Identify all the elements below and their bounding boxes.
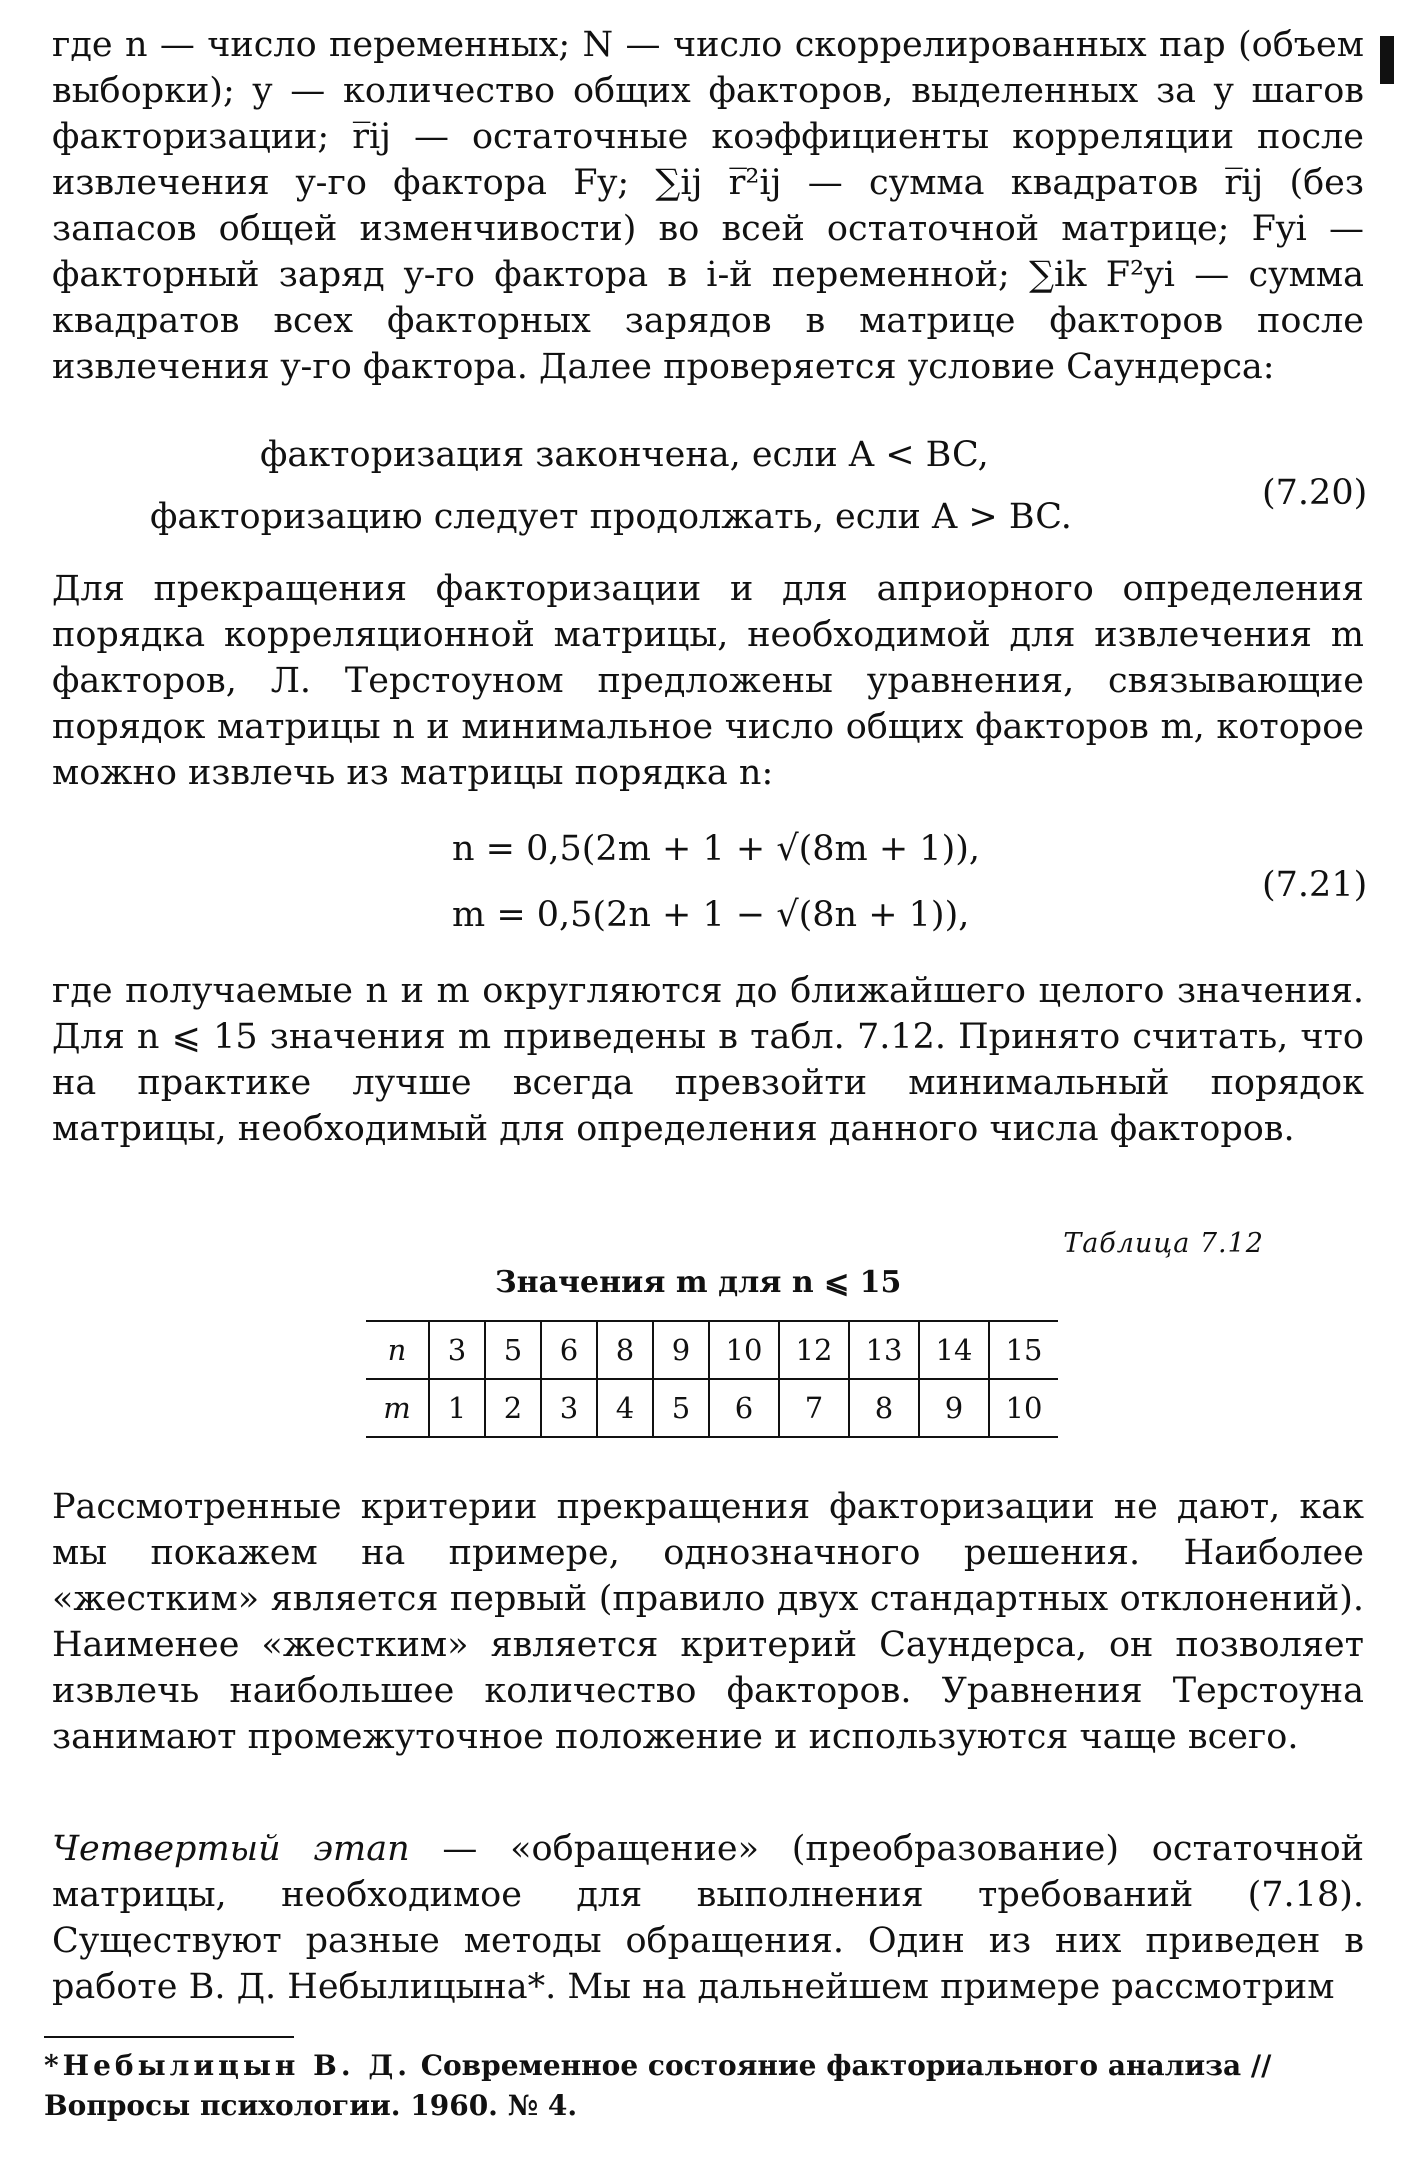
n-cell: 8 xyxy=(597,1321,653,1379)
m-cell: 3 xyxy=(541,1379,597,1437)
m-cell: 8 xyxy=(849,1379,919,1437)
footnote-author: *Небылицын В. Д. xyxy=(44,2049,411,2082)
paragraph-criteria: Рассмотренные критерии прекращения факторизации не дают, как мы покажем на примере, однозначного решения. Наиболее «жестким» является первый (правило двух стандартных отклонений). Наименее «жестким» является критерий Саундерса, он позволяет извлечь наибольшее количество факторов. Уравнения Терстоуна занимают промежуточное положение и используются чаще всего. xyxy=(52,1487,1364,1757)
m-cell: 7 xyxy=(779,1379,849,1437)
values-table xyxy=(366,1320,1058,1438)
paragraph-fourth-stage xyxy=(52,1826,1364,2010)
table-row-m xyxy=(366,1379,1058,1437)
n-cell: 5 xyxy=(485,1321,541,1379)
n-cell: 15 xyxy=(989,1321,1058,1379)
fourth-stage-lead: Четвертый этап xyxy=(52,1829,410,1869)
equation-7-21-line1: n = 0,5(2m + 1 + √(8m + 1)), xyxy=(452,829,981,869)
footnote-divider xyxy=(44,2036,294,2038)
n-cell: 6 xyxy=(541,1321,597,1379)
table-caption: Таблица 7.12 xyxy=(1063,1228,1264,1259)
equation-7-20-line1: факторизация закончена, если A < BC, xyxy=(260,435,989,475)
row-n-label: n xyxy=(366,1321,429,1379)
n-cell: 10 xyxy=(709,1321,779,1379)
table-row-n xyxy=(366,1321,1058,1379)
footnote-text: Современное состояние факториального анализа // Вопросы психологии. 1960. № 4. xyxy=(44,2049,1272,2122)
equation-7-21-line2: m = 0,5(2n + 1 − √(8n + 1)), xyxy=(452,895,970,935)
m-cell: 4 xyxy=(597,1379,653,1437)
n-cell: 12 xyxy=(779,1321,849,1379)
m-cell: 2 xyxy=(485,1379,541,1437)
paragraph-thurstone: Для прекращения факторизации и для априорного определения порядка корреляционной матрицы, необходимой для извлечения m факторов, Л. Терстоуном предложены уравнения, связывающие порядок матрицы n и минимальное число общих факторов m, которое можно извлечь из матрицы порядка n: xyxy=(52,569,1364,793)
equation-7-20-line2: факторизацию следует продолжать, если A > BC. xyxy=(150,497,1072,537)
n-cell: 3 xyxy=(429,1321,485,1379)
m-cell: 6 xyxy=(709,1379,779,1437)
fourth-stage-text: — «обращение» (преобразование) остаточной матрицы, необходимое для выполнения требований (7.18). Существуют разные методы обращения. Один из них приведен в работе В. Д. Небылицына*. Мы на дальнейшем примере рассмотрим xyxy=(52,1829,1364,2007)
table-title: Значения m для n ⩽ 15 xyxy=(495,1265,902,1300)
m-cell: 9 xyxy=(919,1379,989,1437)
m-cell: 1 xyxy=(429,1379,485,1437)
page-edge-mark xyxy=(1380,36,1394,84)
footnote xyxy=(44,2046,1364,2126)
m-cell: 10 xyxy=(989,1379,1058,1437)
m-cell: 5 xyxy=(653,1379,709,1437)
n-cell: 13 xyxy=(849,1321,919,1379)
n-cell: 9 xyxy=(653,1321,709,1379)
equation-7-21-number: (7.21) xyxy=(1262,865,1368,905)
row-m-label: m xyxy=(366,1379,429,1437)
n-cell: 14 xyxy=(919,1321,989,1379)
equation-7-20-number: (7.20) xyxy=(1262,473,1368,513)
paragraph-rounding: где получаемые n и m округляются до ближайшего целого значения. Для n ⩽ 15 значения m приведены в табл. 7.12. Принято считать, что на практике лучше всегда превзойти минимальный порядок матрицы, необходимый для определения данного числа факторов. xyxy=(52,971,1364,1149)
paragraph-variables: где n — число переменных; N — число скоррелированных пар (объем выборки); y — количество общих факторов, выделенных за y шагов факторизации; r̅ij — остаточные коэффициенты корреляции после извлечения y-го фактора Fy; ∑ij r̅²ij — сумма квадратов r̅ij (без запасов общей изменчивости) во всей остаточной матрице; Fyi — факторный заряд y-го фактора в i-й переменной; ∑ik F²yi — сумма квадратов всех факторных зарядов в матрице факторов после извлечения y-го фактора. Далее проверяется условие Саундерса: xyxy=(52,25,1364,387)
